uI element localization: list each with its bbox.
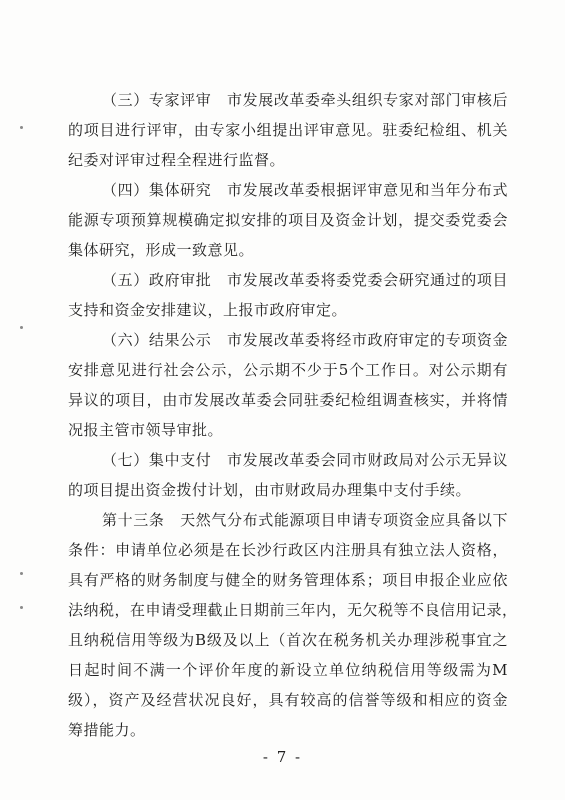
paragraph-line: 且纳税信用等级为B级及以上（首次在税务机关办理涉税事宜之 xyxy=(68,631,508,649)
paragraph-line: 纪委对评审过程全程进行监督。 xyxy=(68,151,286,169)
paragraph-line: （六）结果公示 市发展改革委将经市政府审定的专项资金 xyxy=(102,331,508,349)
paragraph-line: 集体研究，形成一致意见。 xyxy=(68,241,255,259)
paragraph-line: 安排意见进行社会公示，公示期不少于5个工作日。对公示期有 xyxy=(68,361,508,379)
paragraph-line: 异议的项目，由市发展改革委会同驻委纪检组调查核实，并将情 xyxy=(68,391,508,409)
page-number: - 7 - xyxy=(262,748,303,766)
paragraph-line: 法纳税，在申请受理截止日期前三年内，无欠税等不良信用记录， xyxy=(68,601,518,619)
paragraph-line: （四）集体研究 市发展改革委根据评审意见和当年分布式 xyxy=(102,181,508,199)
binding-margin-mark xyxy=(20,572,23,575)
paragraph-line: 条件：申请单位必须是在长沙行政区内注册具有独立法人资格， xyxy=(68,541,508,559)
paragraph-line: 况报主管市领导审批。 xyxy=(68,421,224,439)
paragraph-line: （七）集中支付 市发展改革委会同市财政局对公示无异议 xyxy=(102,451,508,469)
paragraph-line: 日起时间不满一个评价年度的新设立单位纳税信用等级需为M xyxy=(68,661,508,679)
article-heading-line: 第十三条 天然气分布式能源项目申请专项资金应具备以下 xyxy=(102,511,508,529)
paragraph-line: 具有严格的财务制度与健全的财务管理体系；项目申报企业应依 xyxy=(68,571,508,589)
paragraph-line: （五）政府审批 市发展改革委将委党委会研究通过的项目 xyxy=(102,271,508,289)
binding-margin-mark xyxy=(20,326,23,329)
paragraph-line: 的项目提出资金拨付计划，由市财政局办理集中支付手续。 xyxy=(68,481,472,499)
paragraph-line: （三）专家评审 市发展改革委牵头组织专家对部门审核后 xyxy=(102,91,508,109)
paragraph-line: 支持和资金安排建议，上报市政府审定。 xyxy=(68,301,348,319)
paragraph-line: 筹措能力。 xyxy=(68,721,146,739)
paragraph-line: 级），资产及经营状况良好，具有较高的信誉等级和相应的资金 xyxy=(68,691,508,709)
paragraph-line: 的项目进行评审，由专家小组提出评审意见。驻委纪检组、机关 xyxy=(68,121,508,139)
binding-margin-mark xyxy=(20,606,23,609)
binding-margin-mark xyxy=(20,126,23,129)
paragraph-line: 能源专项预算规模确定拟安排的项目及资金计划，提交委党委会 xyxy=(68,211,508,229)
